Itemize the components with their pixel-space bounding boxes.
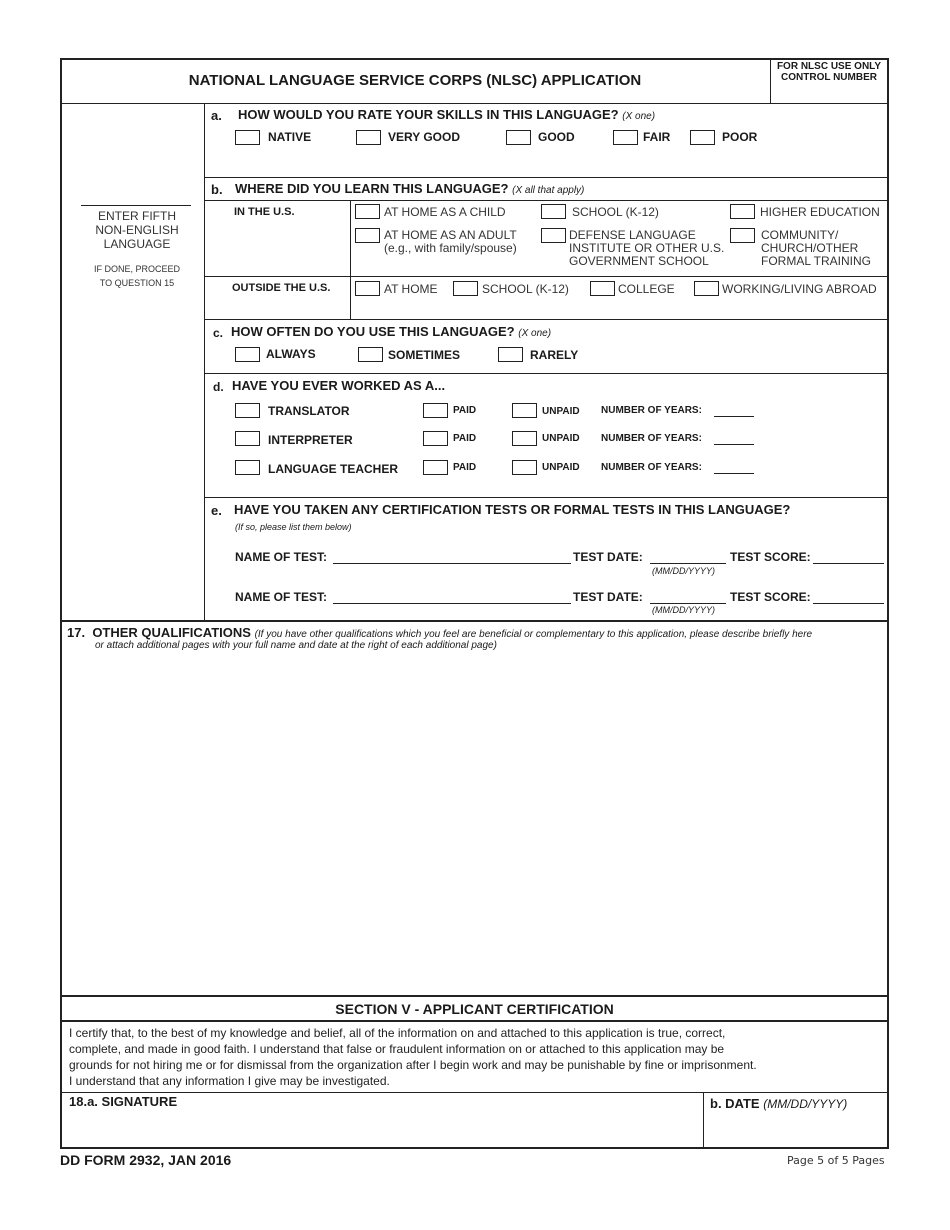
defense-line3: GOVERNMENT SCHOOL: [569, 254, 709, 268]
rarely-checkbox[interactable]: [498, 347, 523, 362]
q17-number: 17.: [67, 625, 86, 640]
divider-b-head: [205, 200, 888, 201]
test2-date-label: TEST DATE:: [573, 590, 643, 604]
q17-hint2: or attach additional pages with your full name and date at the right of each additional page): [95, 640, 497, 651]
good-label: GOOD: [538, 130, 575, 144]
translator-checkbox[interactable]: [235, 403, 260, 418]
home-adult-line1: AT HOME AS AN ADULT: [384, 228, 517, 242]
q17-heading: [67, 625, 812, 640]
higher-education-label: HIGHER EDUCATION: [760, 205, 880, 219]
question-d-letter: d.: [213, 380, 224, 394]
signature-date-divider: [703, 1092, 704, 1147]
question-e-hint: (If so, please list them below): [235, 522, 352, 532]
divider-section5-title: [61, 1020, 888, 1022]
community-line3: FORMAL TRAINING: [761, 254, 872, 268]
test1-date-input[interactable]: [650, 563, 726, 564]
teacher-years-input[interactable]: [714, 473, 754, 474]
question-b-hint: (X all that apply): [512, 185, 585, 196]
test1-name-label: NAME OF TEST:: [235, 550, 327, 564]
header-divider: [61, 103, 888, 104]
test1-date-label: TEST DATE:: [573, 550, 643, 564]
test2-date-format: (MM/DD/YYYY): [652, 605, 715, 615]
left-note1: IF DONE, PROCEED: [93, 264, 180, 274]
interpreter-years-input[interactable]: [714, 444, 754, 445]
defense-line2: INSTITUTE OR OTHER U.S.: [569, 241, 725, 255]
left-line1: ENTER FIFTH: [98, 209, 176, 223]
sometimes-label: SOMETIMES: [388, 348, 461, 362]
date-hint: (MM/DD/YYYY): [763, 1097, 848, 1111]
sometimes-checkbox[interactable]: [358, 347, 383, 362]
outside-working-label: WORKING/LIVING ABROAD: [722, 282, 877, 296]
outside-working-checkbox[interactable]: [694, 281, 719, 296]
translator-paid-label: PAID: [453, 405, 477, 416]
question-a-text: HOW WOULD YOU RATE YOUR SKILLS IN THIS LANGUAGE?: [238, 107, 619, 122]
control-number-box[interactable]: [771, 61, 887, 83]
q17-title: OTHER QUALIFICATIONS: [92, 625, 251, 640]
test2-name-input[interactable]: [333, 603, 571, 604]
cert-line3: grounds for not hiring me or for dismissal from the organization after I begin work and may be punishable by fine or imprisonment.: [69, 1058, 757, 1072]
left-panel-note: [70, 262, 204, 290]
divider-b-inner: [205, 276, 888, 277]
translator-years-label: NUMBER OF YEARS:: [601, 405, 702, 416]
fair-label: FAIR: [643, 130, 671, 144]
outside-school-checkbox[interactable]: [453, 281, 478, 296]
poor-checkbox[interactable]: [690, 130, 715, 145]
divider-signature: [61, 1092, 888, 1093]
date-input[interactable]: [706, 1112, 886, 1146]
divider-b-vertical: [350, 200, 351, 319]
community-line1: COMMUNITY/: [761, 228, 839, 242]
teacher-paid-label: PAID: [453, 462, 477, 473]
divider-section5-top: [61, 995, 888, 997]
rarely-label: RARELY: [530, 348, 579, 362]
very-good-checkbox[interactable]: [356, 130, 381, 145]
translator-unpaid-label: UNPAID: [542, 406, 580, 417]
home-adult-label: [384, 229, 517, 255]
question-c-letter: c.: [213, 326, 224, 340]
divider-c: [205, 373, 888, 374]
defense-language-label: [569, 229, 724, 268]
native-label: NATIVE: [268, 130, 312, 144]
in-us-label: IN THE U.S.: [234, 206, 295, 218]
always-label: ALWAYS: [266, 347, 316, 361]
interpreter-paid-label: PAID: [453, 433, 477, 444]
community-checkbox[interactable]: [730, 228, 755, 243]
divider-d: [205, 497, 888, 498]
test1-score-label: TEST SCORE:: [730, 550, 811, 564]
language-entry-line[interactable]: [81, 205, 191, 206]
divider-b: [205, 319, 888, 320]
translator-label: TRANSLATOR: [268, 404, 350, 418]
school-k12-us-checkbox[interactable]: [541, 204, 566, 219]
date-label-wrap: [710, 1096, 847, 1111]
test2-name-label: NAME OF TEST:: [235, 590, 327, 604]
community-label: [761, 229, 871, 268]
test2-date-input[interactable]: [650, 603, 726, 604]
left-line2: NON-ENGLISH: [95, 223, 179, 237]
defense-language-checkbox[interactable]: [541, 228, 566, 243]
test2-score-input[interactable]: [813, 603, 884, 604]
very-good-label: VERY GOOD: [388, 130, 461, 144]
left-note2: TO QUESTION 15: [99, 278, 175, 288]
outside-college-checkbox[interactable]: [590, 281, 615, 296]
question-a: [238, 107, 655, 122]
interpreter-years-label: NUMBER OF YEARS:: [601, 433, 702, 444]
divider-section4-end: [61, 620, 888, 622]
control-line1: FOR NLSC USE ONLY: [776, 61, 882, 72]
translator-paid-checkbox[interactable]: [423, 403, 448, 418]
always-checkbox[interactable]: [235, 347, 260, 362]
poor-label: POOR: [722, 130, 758, 144]
higher-education-checkbox[interactable]: [730, 204, 755, 219]
question-b-letter: b.: [211, 182, 223, 197]
test1-name-input[interactable]: [333, 563, 571, 564]
native-checkbox[interactable]: [235, 130, 260, 145]
left-panel-divider: [204, 104, 205, 620]
teacher-label: LANGUAGE TEACHER: [268, 462, 399, 476]
interpreter-unpaid-label: UNPAID: [542, 433, 580, 444]
divider-a: [205, 177, 888, 178]
translator-years-input[interactable]: [714, 416, 754, 417]
question-e-letter: e.: [211, 503, 222, 518]
control-line2: CONTROL NUMBER: [781, 72, 877, 83]
school-k12-us-label: SCHOOL (K-12): [572, 205, 659, 219]
interpreter-label: INTERPRETER: [268, 433, 353, 447]
question-c-text: HOW OFTEN DO YOU USE THIS LANGUAGE?: [231, 324, 515, 339]
translator-unpaid-checkbox[interactable]: [512, 403, 537, 418]
q17-hint1: (If you have other qualifications which you feel are beneficial or complementary to this application, please describe briefly here: [254, 629, 813, 640]
cert-line4: I understand that any information I give may be investigated.: [69, 1074, 390, 1088]
home-adult-line2: (e.g., with family/spouse): [384, 241, 517, 255]
defense-line1: DEFENSE LANGUAGE: [569, 228, 696, 242]
signature-label: 18.a. SIGNATURE: [69, 1094, 178, 1109]
home-child-label: AT HOME AS A CHILD: [384, 205, 506, 219]
teacher-years-label: NUMBER OF YEARS:: [601, 462, 702, 473]
test1-date-format: (MM/DD/YYYY): [652, 566, 715, 576]
outside-school-label: SCHOOL (K-12): [482, 282, 569, 296]
outside-home-label: AT HOME: [384, 282, 438, 296]
question-c-hint: (X one): [518, 328, 552, 339]
signature-input[interactable]: [64, 1110, 700, 1146]
interpreter-checkbox[interactable]: [235, 431, 260, 446]
teacher-checkbox[interactable]: [235, 460, 260, 475]
community-line2: CHURCH/OTHER: [761, 241, 859, 255]
question-e-text: HAVE YOU TAKEN ANY CERTIFICATION TESTS OR FORMAL TESTS IN THIS LANGUAGE?: [234, 502, 791, 517]
form-id: DD FORM 2932, JAN 2016: [60, 1152, 232, 1168]
home-child-checkbox[interactable]: [355, 204, 380, 219]
question-b: [235, 181, 584, 196]
home-adult-checkbox[interactable]: [355, 228, 380, 243]
left-panel-label: [70, 209, 204, 251]
other-qualifications-textarea[interactable]: [64, 656, 886, 994]
question-c: [231, 324, 551, 339]
question-a-hint: (X one): [622, 111, 656, 122]
outside-home-checkbox[interactable]: [355, 281, 380, 296]
interpreter-paid-checkbox[interactable]: [423, 431, 448, 446]
teacher-unpaid-label: UNPAID: [542, 462, 580, 473]
test2-score-label: TEST SCORE:: [730, 590, 811, 604]
test1-score-input[interactable]: [813, 563, 884, 564]
cert-line1: I certify that, to the best of my knowledge and belief, all of the information on and attached to this application is true, correct,: [69, 1026, 726, 1040]
question-b-text: WHERE DID YOU LEARN THIS LANGUAGE?: [235, 181, 509, 196]
left-line3: LANGUAGE: [103, 237, 171, 251]
teacher-paid-checkbox[interactable]: [423, 460, 448, 475]
outside-us-label: OUTSIDE THE U.S.: [232, 282, 331, 294]
question-d-text: HAVE YOU EVER WORKED AS A...: [232, 378, 446, 393]
good-checkbox[interactable]: [506, 130, 531, 145]
date-label: b. DATE: [710, 1096, 760, 1111]
page-number: Page 5 of 5 Pages: [787, 1154, 885, 1167]
outside-college-label: COLLEGE: [618, 282, 675, 296]
interpreter-unpaid-checkbox[interactable]: [512, 431, 537, 446]
cert-line2: complete, and made in good faith. I understand that false or fraudulent information on or attached to this application may be: [69, 1042, 725, 1056]
form-title: NATIONAL LANGUAGE SERVICE CORPS (NLSC) APPLICATION: [188, 72, 642, 89]
section5-title: SECTION V - APPLICANT CERTIFICATION: [335, 1001, 614, 1017]
fair-checkbox[interactable]: [613, 130, 638, 145]
question-a-letter: a.: [211, 108, 222, 123]
certification-text: [69, 1025, 884, 1089]
teacher-unpaid-checkbox[interactable]: [512, 460, 537, 475]
